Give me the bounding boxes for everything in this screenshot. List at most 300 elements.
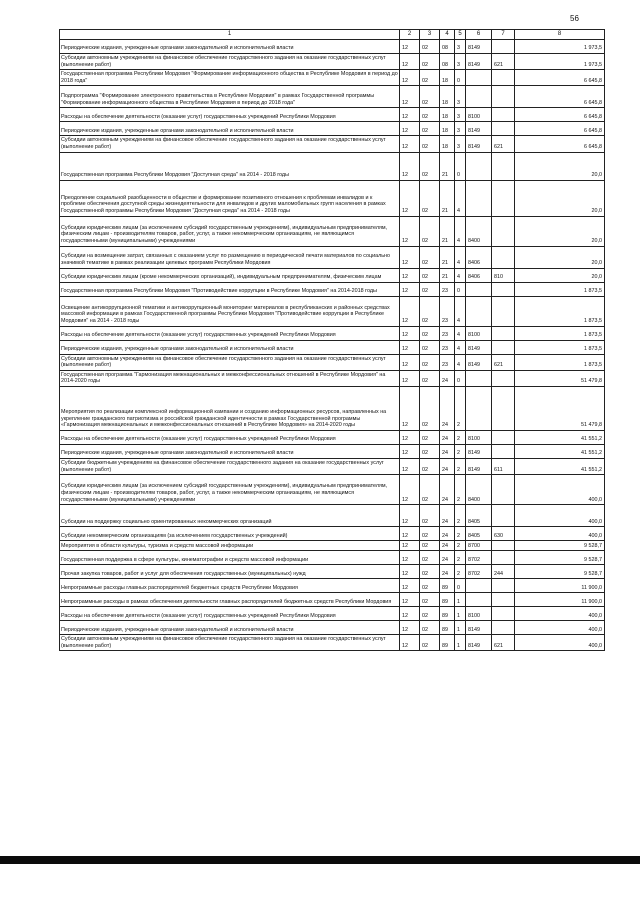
code-cell [492,216,515,246]
code-cell: 611 [492,458,515,474]
code-cell: 02 [420,551,440,565]
code-cell: 2 [455,541,466,551]
code-cell: 02 [420,607,440,621]
code-cell: 12 [400,246,420,268]
table-row [60,246,605,268]
amount-cell: 11 900,0 [515,593,605,607]
code-cell: 02 [420,579,440,593]
code-cell: 2 [455,527,466,541]
expense-name: Государственная поддержка в сфере культуры, кинематографии и средств массовой информации [60,551,400,565]
table-row [60,268,605,282]
code-cell [492,326,515,340]
amount-cell: 6 645,8 [515,136,605,152]
expense-name: Расходы на обеспечение деятельности (оказание услуг) государственных учреждений Республики Мордовия [60,607,400,621]
table-row [60,551,605,565]
code-cell: 8149 [466,621,492,635]
expense-name: Субсидии юридическим лицам (за исключением субсидий государственным учреждениям), индивидуальным предпринимателям, физическим лицам - производителям товаров, работ, услуг, а также некоммерческим организациям, не являющимся государственными (муниципальными) учреждениями [60,216,400,246]
code-cell: 2 [455,430,466,444]
code-cell: 12 [400,152,420,180]
amount-cell: 11 900,0 [515,579,605,593]
code-cell: 244 [492,565,515,579]
table-row [60,136,605,152]
code-cell: 3 [455,54,466,70]
code-cell [466,296,492,326]
code-cell [492,607,515,621]
code-cell: 89 [440,593,455,607]
code-cell: 810 [492,268,515,282]
code-cell: 8149 [466,444,492,458]
code-cell: 4 [455,296,466,326]
code-cell: 02 [420,458,440,474]
code-cell: 630 [492,527,515,541]
expense-name: Субсидии юридическим лицам (за исключением субсидий государственным учреждениям), индивидуальным предпринимателям, физическим лицам - производителям товаров, работ, услуг, а также некоммерческим организациям, не являющимся государственными (муниципальными) учреждениями [60,475,400,505]
code-cell: 2 [455,386,466,430]
code-cell: 24 [440,458,455,474]
code-cell: 02 [420,108,440,122]
code-cell: 02 [420,565,440,579]
amount-cell: 1 973,5 [515,40,605,54]
code-cell: 02 [420,386,440,430]
header-cell: 5 [455,30,466,40]
code-cell: 24 [440,505,455,527]
table-row [60,458,605,474]
code-cell: 24 [440,430,455,444]
code-cell: 89 [440,621,455,635]
code-cell [492,370,515,386]
amount-cell: 1 873,5 [515,340,605,354]
code-cell: 8149 [466,340,492,354]
table-row [60,370,605,386]
amount-cell: 9 528,7 [515,541,605,551]
code-cell: 3 [455,136,466,152]
code-cell: 4 [455,216,466,246]
expense-name: Подпрограмма "Формирование электронного правительства в Республике Мордовия" в рамках Государственной программы "Формирование информационного общества в Республике Мордовия в период до 2018 года" [60,86,400,108]
code-cell: 23 [440,340,455,354]
code-cell: 12 [400,86,420,108]
code-cell: 3 [455,122,466,136]
code-cell: 21 [440,152,455,180]
code-cell: 8149 [466,40,492,54]
code-cell: 02 [420,475,440,505]
code-cell [492,444,515,458]
code-cell: 8100 [466,430,492,444]
header-row [60,30,605,40]
amount-cell: 41 551,2 [515,444,605,458]
table-row [60,386,605,430]
code-cell: 02 [420,635,440,651]
code-cell [466,386,492,430]
code-cell: 12 [400,40,420,54]
amount-cell: 400,0 [515,607,605,621]
code-cell: 4 [455,354,466,370]
code-cell: 21 [440,180,455,216]
code-cell: 02 [420,527,440,541]
expense-name: Субсидии юридическим лицам (кроме некоммерческих организаций), индивидуальным предпринимателям, физическим лицам [60,268,400,282]
code-cell: 18 [440,108,455,122]
code-cell: 24 [440,565,455,579]
code-cell: 8400 [466,475,492,505]
code-cell: 18 [440,122,455,136]
amount-cell: 51 479,8 [515,370,605,386]
code-cell: 12 [400,326,420,340]
amount-cell: 400,0 [515,621,605,635]
code-cell: 4 [455,340,466,354]
code-cell: 1 [455,635,466,651]
code-cell: 12 [400,607,420,621]
code-cell: 0 [455,370,466,386]
code-cell: 02 [420,354,440,370]
code-cell: 02 [420,296,440,326]
table-row [60,635,605,651]
code-cell: 4 [455,326,466,340]
code-cell: 24 [440,444,455,458]
code-cell: 02 [420,122,440,136]
code-cell: 12 [400,541,420,551]
amount-cell: 6 645,8 [515,108,605,122]
code-cell [492,505,515,527]
code-cell: 12 [400,458,420,474]
code-cell [492,475,515,505]
code-cell [492,86,515,108]
code-cell: 18 [440,70,455,86]
code-cell: 02 [420,86,440,108]
code-cell: 12 [400,340,420,354]
expense-name: Мероприятия в области культуры, туризма и средств массовой информации [60,541,400,551]
budget-table [59,29,605,651]
code-cell: 24 [440,370,455,386]
expense-name: Субсидии бюджетным учреждениям на финансовое обеспечение государственного задания на оказание государственных услуг (выполнение работ) [60,458,400,474]
expense-name: Субсидии некоммерческим организациям (за исключением государственных учреждений) [60,527,400,541]
code-cell: 8149 [466,122,492,136]
code-cell: 621 [492,136,515,152]
code-cell: 8700 [466,541,492,551]
code-cell: 12 [400,444,420,458]
expense-name: Расходы на обеспечение деятельности (оказание услуг) государственных учреждений Республики Мордовия [60,326,400,340]
expense-name: Субсидии автономным учреждениям на финансовое обеспечение государственного задания на оказание государственных услуг (выполнение работ) [60,54,400,70]
table-row [60,593,605,607]
expense-name: Субсидии на возмещение затрат, связанных с оказанием услуг по размещению в периодической печати материалов по социально значимой тематике в рамках реализации целевых программ Республики Мордовия [60,246,400,268]
code-cell: 4 [455,180,466,216]
code-cell: 12 [400,108,420,122]
code-cell: 1 [455,621,466,635]
code-cell: 24 [440,551,455,565]
expense-name: Субсидии автономным учреждениям на финансовое обеспечение государственного задания на оказание государственных услуг (выполнение работ) [60,354,400,370]
expense-name: Государственная программа "Гармонизация межнациональных и межконфессиональных отношений в Республике Мордовия" на 2014-2020 годы [60,370,400,386]
code-cell: 23 [440,326,455,340]
code-cell: 621 [492,354,515,370]
amount-cell: 400,0 [515,505,605,527]
code-cell: 02 [420,430,440,444]
code-cell: 3 [455,86,466,108]
code-cell: 4 [455,246,466,268]
code-cell: 02 [420,180,440,216]
expense-name: Расходы на обеспечение деятельности (оказание услуг) государственных учреждений Республики Мордовия [60,430,400,444]
code-cell: 02 [420,593,440,607]
amount-cell: 9 528,7 [515,565,605,579]
code-cell: 4 [455,268,466,282]
table-row [60,216,605,246]
code-cell [466,180,492,216]
amount-cell: 20,0 [515,180,605,216]
table-body [60,40,605,651]
amount-cell: 6 645,8 [515,122,605,136]
code-cell: 621 [492,635,515,651]
code-cell: 12 [400,475,420,505]
table-row [60,326,605,340]
code-cell: 12 [400,54,420,70]
table-row [60,122,605,136]
table-row [60,607,605,621]
code-cell: 0 [455,579,466,593]
expense-name: Периодические издания, учрежденные органами законодательной и исполнительной власти [60,621,400,635]
code-cell: 2 [455,551,466,565]
code-cell: 02 [420,505,440,527]
code-cell: 21 [440,268,455,282]
expense-name: Преодоление социальной разобщенности в обществе и формирование позитивного отношения к проблемам инвалидов и к проблеме обеспечения доступной среды жизнедеятельности для инвалидов и других маломобильных групп населения в рамках Государственной программы Республики Мордовия "Доступная среда" на 2014 - 2018 годы [60,180,400,216]
code-cell [466,70,492,86]
table-row [60,354,605,370]
code-cell [492,152,515,180]
amount-cell: 400,0 [515,527,605,541]
code-cell: 21 [440,246,455,268]
header-cell: 7 [492,30,515,40]
code-cell: 23 [440,282,455,296]
code-cell: 12 [400,136,420,152]
code-cell [466,593,492,607]
code-cell: 0 [455,70,466,86]
code-cell: 23 [440,296,455,326]
table-row [60,108,605,122]
code-cell: 12 [400,579,420,593]
expense-name: Мероприятия по реализации комплексной информационной кампании и созданию информационных ресурсов, направленных на укрепление гражданского патриотизма и российской гражданской идентичности в рамках Государственной программы «Гармонизация межнациональных и межконфессиональных отношений в Республике Мордовия» на 2014-2020 годы [60,386,400,430]
code-cell [492,340,515,354]
expense-name: Государственная программа Республики Мордовия "Противодействие коррупции в Республике Мордовия" на 2014-2018 годы [60,282,400,296]
amount-cell: 1 973,5 [515,54,605,70]
code-cell: 2 [455,444,466,458]
expense-name: Периодические издания, учрежденные органами законодательной и исполнительной власти [60,122,400,136]
table-row [60,621,605,635]
code-cell: 8400 [466,216,492,246]
code-cell: 12 [400,551,420,565]
code-cell [492,593,515,607]
code-cell: 24 [440,541,455,551]
code-cell: 8702 [466,565,492,579]
expense-name: Субсидии автономным учреждениям на финансовое обеспечение государственного задания на оказание государственных услуг (выполнение работ) [60,136,400,152]
code-cell: 02 [420,340,440,354]
header-cell: 2 [400,30,420,40]
expense-name: Государственная программа Республики Мордовия "Формирование информационного общества в Республике Мордовия в период до 2018 года" [60,70,400,86]
code-cell: 89 [440,635,455,651]
code-cell [492,430,515,444]
code-cell: 24 [440,527,455,541]
table-row [60,70,605,86]
scan-edge-bar [0,856,640,864]
code-cell [492,296,515,326]
code-cell: 2 [455,565,466,579]
expense-name: Прочая закупка товаров, работ и услуг для обеспечения государственных (муниципальных) нужд [60,565,400,579]
table-row [60,527,605,541]
expense-name: Освещение антикоррупционной тематики и антикоррупционный мониторинг материалов в республиканских и районных средствах массовой информации в рамках Государственной программы Республики Мордовия "Противодействие коррупции в Республике Мордовия" на 2014 - 2018 годы [60,296,400,326]
code-cell: 89 [440,607,455,621]
code-cell: 02 [420,216,440,246]
table-row [60,152,605,180]
code-cell: 3 [455,108,466,122]
code-cell: 12 [400,282,420,296]
code-cell: 621 [492,54,515,70]
code-cell: 12 [400,268,420,282]
header-cell: 1 [60,30,400,40]
code-cell: 12 [400,527,420,541]
table-row [60,579,605,593]
code-cell: 2 [455,458,466,474]
header-cell: 4 [440,30,455,40]
amount-cell: 20,0 [515,268,605,282]
code-cell [492,70,515,86]
amount-cell: 1 873,5 [515,354,605,370]
table-row [60,340,605,354]
code-cell: 02 [420,152,440,180]
code-cell: 8149 [466,354,492,370]
code-cell: 02 [420,40,440,54]
code-cell: 8149 [466,136,492,152]
code-cell: 8100 [466,607,492,621]
code-cell: 0 [455,282,466,296]
table-row [60,86,605,108]
code-cell: 24 [440,386,455,430]
code-cell: 12 [400,505,420,527]
amount-cell: 6 645,8 [515,86,605,108]
amount-cell: 51 479,8 [515,386,605,430]
code-cell: 12 [400,635,420,651]
code-cell [492,108,515,122]
code-cell [492,541,515,551]
expense-name: Расходы на обеспечение деятельности (оказание услуг) государственных учреждений Республики Мордовия [60,108,400,122]
table-row [60,565,605,579]
code-cell: 12 [400,122,420,136]
page-number: 56 [570,14,579,23]
expense-name: Периодические издания, учрежденные органами законодательной и исполнительной власти [60,40,400,54]
code-cell: 12 [400,565,420,579]
amount-cell: 9 528,7 [515,551,605,565]
code-cell [492,551,515,565]
code-cell [492,246,515,268]
code-cell: 02 [420,370,440,386]
code-cell: 12 [400,180,420,216]
code-cell: 02 [420,136,440,152]
code-cell: 8149 [466,54,492,70]
code-cell: 24 [440,475,455,505]
amount-cell: 20,0 [515,216,605,246]
amount-cell: 41 551,2 [515,458,605,474]
code-cell: 02 [420,282,440,296]
amount-cell: 1 873,5 [515,326,605,340]
header-cell: 6 [466,30,492,40]
code-cell: 08 [440,54,455,70]
code-cell: 8405 [466,527,492,541]
code-cell [492,40,515,54]
code-cell: 21 [440,216,455,246]
code-cell [466,86,492,108]
code-cell [492,180,515,216]
code-cell: 12 [400,70,420,86]
code-cell [492,621,515,635]
code-cell: 23 [440,354,455,370]
code-cell: 2 [455,505,466,527]
code-cell: 8406 [466,246,492,268]
expense-name: Государственная программа Республики Мордовия "Доступная среда" на 2014 - 2018 годы [60,152,400,180]
code-cell [466,152,492,180]
code-cell: 8406 [466,268,492,282]
code-cell: 0 [455,152,466,180]
code-cell: 8149 [466,635,492,651]
amount-cell: 1 873,5 [515,282,605,296]
code-cell: 89 [440,579,455,593]
expense-name: Непрограммные расходы главных распорядителей бюджетных средств Республики Мордовия [60,579,400,593]
code-cell: 02 [420,621,440,635]
code-cell [466,579,492,593]
amount-cell: 6 645,8 [515,70,605,86]
table-row [60,444,605,458]
code-cell: 8149 [466,458,492,474]
expense-name: Периодические издания, учрежденные органами законодательной и исполнительной власти [60,444,400,458]
code-cell: 02 [420,70,440,86]
code-cell: 8702 [466,551,492,565]
code-cell [492,282,515,296]
table-row [60,40,605,54]
amount-cell: 20,0 [515,246,605,268]
code-cell: 02 [420,54,440,70]
amount-cell: 1 873,5 [515,296,605,326]
code-cell [466,370,492,386]
table-row [60,505,605,527]
code-cell: 02 [420,268,440,282]
code-cell: 18 [440,86,455,108]
code-cell [492,386,515,430]
table-row [60,430,605,444]
table-row [60,475,605,505]
table-row [60,282,605,296]
amount-cell: 400,0 [515,635,605,651]
amount-cell: 400,0 [515,475,605,505]
header-cell: 8 [515,30,605,40]
table-row [60,54,605,70]
code-cell [492,579,515,593]
table-row [60,180,605,216]
table-row [60,541,605,551]
code-cell: 12 [400,216,420,246]
table-row [60,296,605,326]
code-cell: 2 [455,475,466,505]
code-cell: 12 [400,370,420,386]
expense-name: Непрограммные расходы в рамках обеспечения деятельности главных распорядителей бюджетных средств Республики Мордовия [60,593,400,607]
code-cell: 18 [440,136,455,152]
code-cell [492,122,515,136]
code-cell: 12 [400,386,420,430]
code-cell: 8405 [466,505,492,527]
code-cell: 8100 [466,326,492,340]
code-cell: 02 [420,326,440,340]
code-cell [466,282,492,296]
code-cell: 12 [400,296,420,326]
code-cell: 1 [455,593,466,607]
code-cell: 12 [400,621,420,635]
code-cell: 12 [400,430,420,444]
code-cell: 12 [400,593,420,607]
code-cell: 02 [420,246,440,268]
code-cell: 1 [455,607,466,621]
amount-cell: 41 551,2 [515,430,605,444]
expense-name: Субсидии на поддержку социально ориентированных некоммерческих организаций [60,505,400,527]
